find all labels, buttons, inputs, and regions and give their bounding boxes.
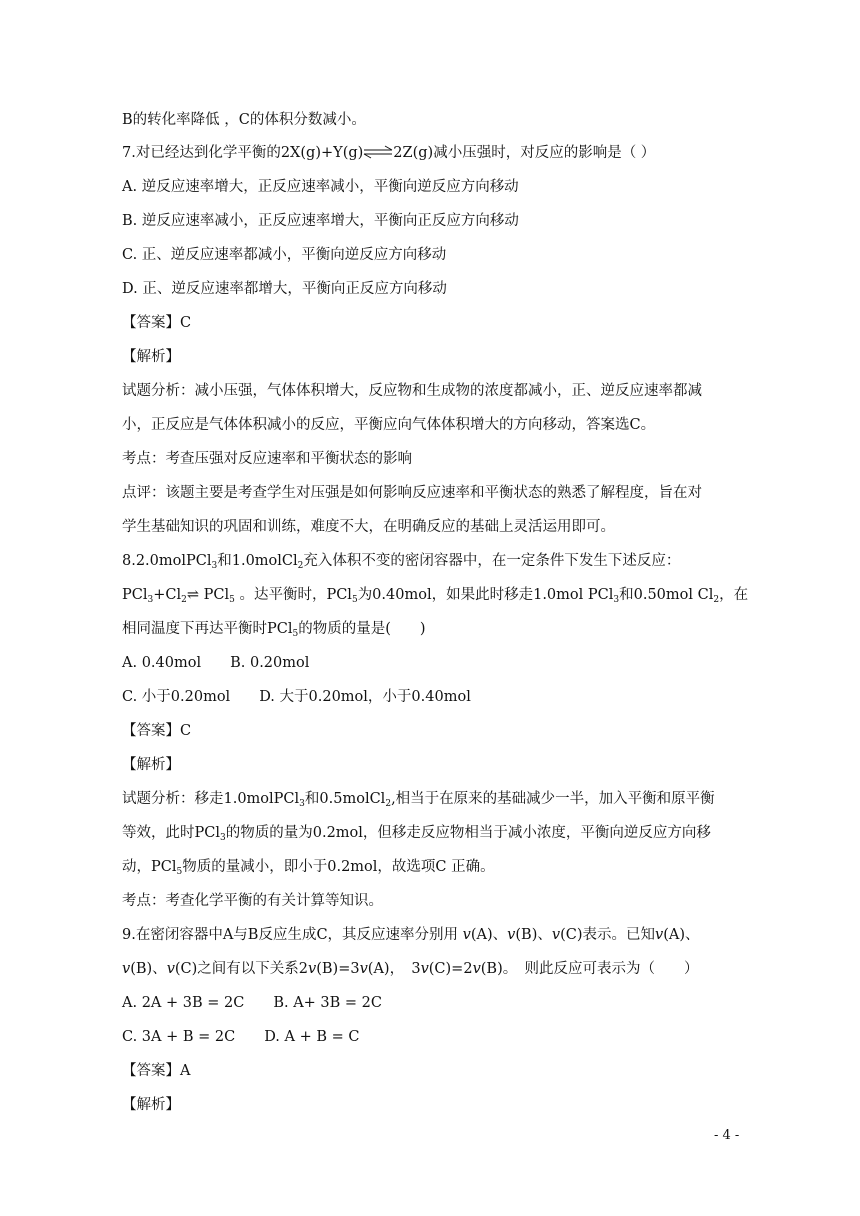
answer-9: 【答案】A [122,1063,191,1079]
analysis-8-line-3: 动，PCl$_5$物质的量减小，即小于0.2mol，故选项C 正确。 [122,859,495,877]
comment-7-line-2: 学生基础知识的巩固和训练，难度不大，在明确反应的基础上灵活运用即可。 [122,519,615,535]
analysis-8-line-2: 等效，此时PCl$_3$的物质的量为0.2mol，但移走反应物相当于减小浓度，平衡向逆反应方向移 [122,825,711,843]
analysis-heading-8: 【解析】 [122,757,180,773]
exam-point-7: 考点：考查压强对反应速率和平衡状态的影响 [122,451,412,467]
analysis-7-line-2: 小，正反应是气体体积减小的反应，平衡应向气体体积增大的方向移动，答案选C。 [122,417,656,433]
analysis-heading-9: 【解析】 [122,1097,180,1113]
options-9-cd: C. 3A + B = 2C D. A + B = C [122,1029,360,1045]
question-9-line-2: v(B)、v(C)之间有以下关系2v(B)=3v(A)， 3v(C)=2v(B)。 则此反应可表示为（ ） [122,961,699,977]
question-8-line-2: $PCl_3+Cl_2\rightleftharpoons$ PCl$_5$ 。达平衡时，PCl$_5$为0.40mol，如果此时移走1.0mol PCl$_3$和0.50mol $Cl_2$，在 [122,587,749,605]
options-8-ab: A. 0.40mol B. 0.20mol [122,655,310,671]
options-9-ab: A. 2A + 3B = 2C B. A+ 3B = 2C [122,995,382,1011]
analysis-7-line-1: 试题分析：减小压强，气体体积增大，反应物和生成物的浓度都减小，正、逆反应速率都减 [122,383,702,399]
analysis-heading-7: 【解析】 [122,349,180,365]
option-7c: C. 正、逆反应速率都减小，平衡向逆反应方向移动 [122,247,447,263]
question-8-line-3: 相同温度下再达平衡时PCl$_5$的物质的量是( ) [122,621,426,639]
analysis-8-line-1: 试题分析：移走1.0molPCl$_3$和0.5molCl$_2$,相当于在原来的基础减少一半，加入平衡和原平衡 [122,791,715,809]
question-7-stem: 7.对已经达到化学平衡的2X(g)+Y(g) 2Z(g)减小压强时，对反应的影响是（ ） [122,145,656,161]
option-7a: A. 逆反应速率增大，正反应速率减小，平衡向逆反应方向移动 [122,179,519,195]
comment-7-line-1: 点评：该题主要是考查学生对压强是如何影响反应速率和平衡状态的熟悉了解程度，旨在对 [122,485,702,501]
equilibrium-arrow-icon [363,145,393,159]
question-9-line-1: 9.在密闭容器中A与B反应生成C，其反应速率分别用 v(A)、v(B)、v(C)表示。已知v(A)、 [122,927,700,943]
question-8-line-1: 8.2.0molPCl$_3$和1.0molCl$_2$充入体积不变的密闭容器中，在一定条件下发生下述反应： [122,553,681,571]
exam-point-8: 考点：考查化学平衡的有关计算等知识。 [122,893,383,909]
options-8-cd: C. 小于0.20mol D. 大于0.20mol，小于0.40mol [122,689,471,705]
text-line: B的转化率降低 ，C的体积分数减小。 [122,112,366,128]
option-7b: B. 逆反应速率减小，正反应速率增大，平衡向正反应方向移动 [122,213,519,229]
page-number: - 4 - [714,1128,740,1143]
option-7d: D. 正、逆反应速率都增大，平衡向正反应方向移动 [122,281,447,297]
answer-8: 【答案】C [122,723,192,739]
answer-7: 【答案】C [122,315,192,331]
